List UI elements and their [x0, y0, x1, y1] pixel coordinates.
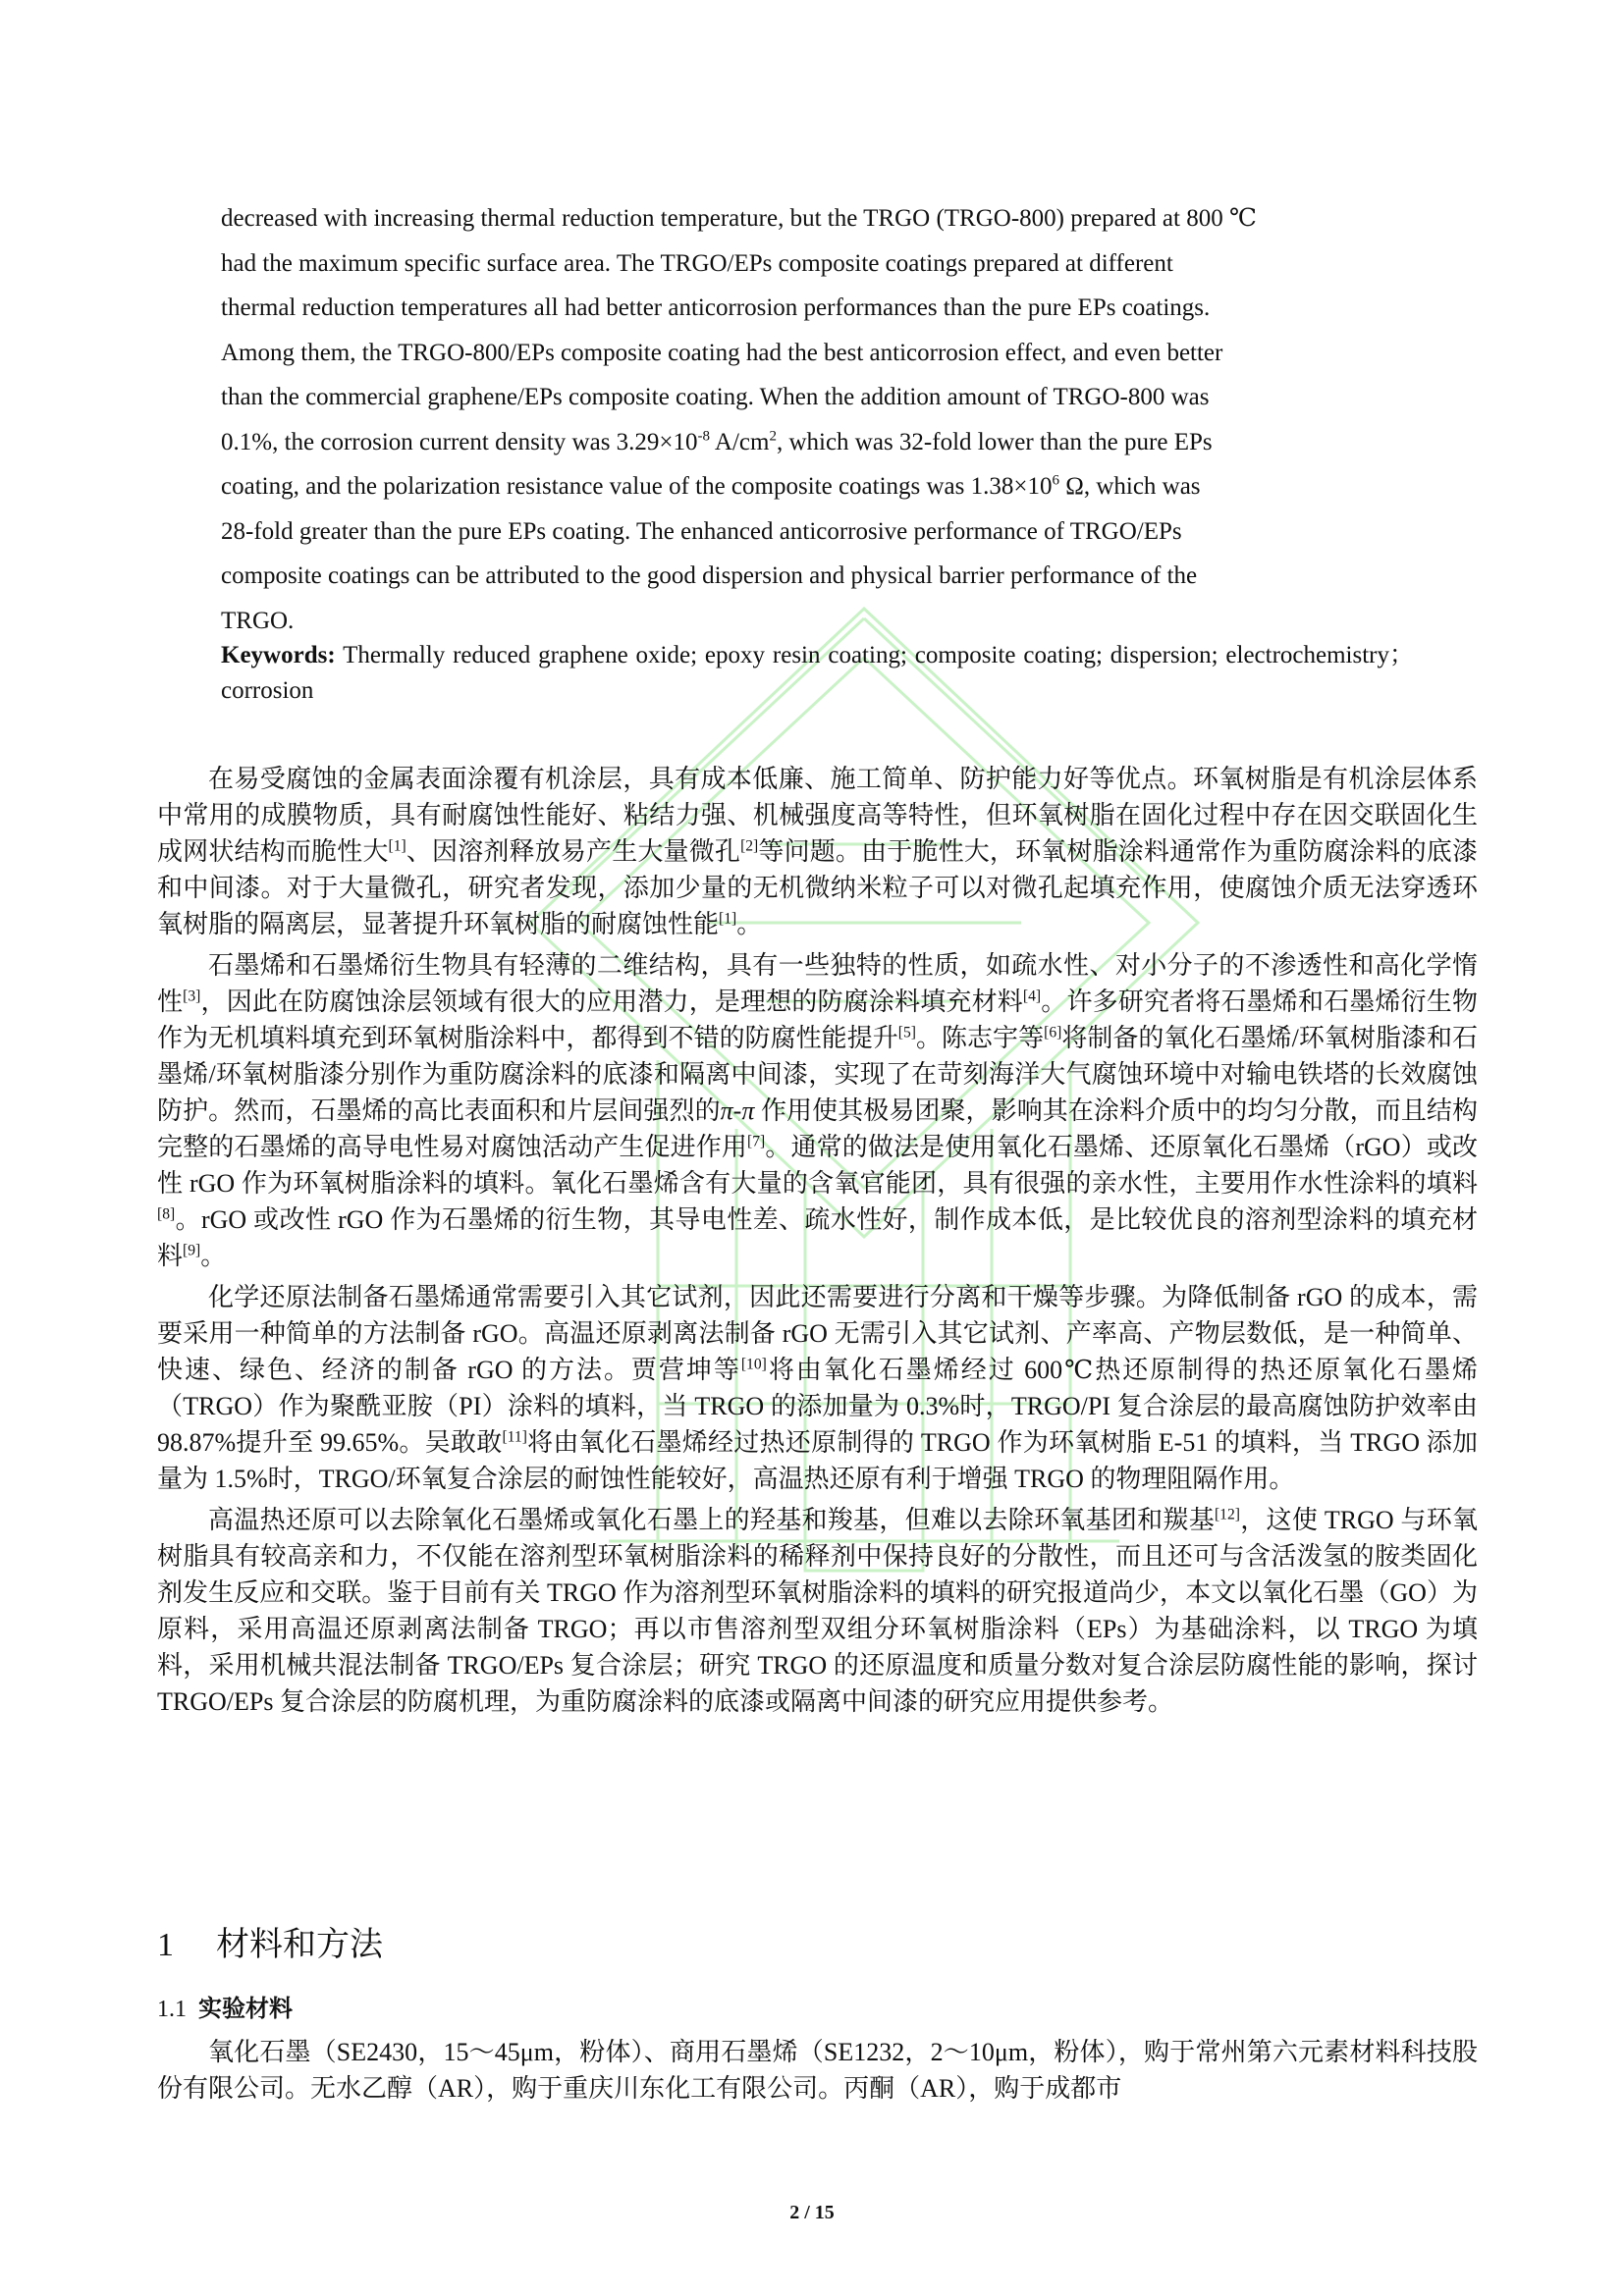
abstract-line: composite coatings can be attributed to the good dispersion and physical barrier performance of the — [221, 562, 1198, 589]
abstract-continuation — [221, 196, 1414, 643]
citation: [8] — [157, 1205, 176, 1223]
citation: [5] — [897, 1024, 916, 1041]
citation: [2] — [740, 837, 759, 855]
section-number: 1 — [157, 1927, 174, 1963]
citation: [6] — [1044, 1024, 1062, 1041]
section-heading-1 — [157, 1924, 383, 1967]
abstract-line: decreased with increasing thermal reduction temperature, but the TRGO (TRGO-800) prepared at 800 ℃ — [221, 205, 1257, 232]
abstract-line: than the commercial graphene/EPs composite coating. When the addition amount of TRGO-800 was — [221, 384, 1210, 410]
citation: [9] — [183, 1242, 201, 1259]
abstract-line: thermal reduction temperatures all had better anticorrosion performances than the pure EPs coatings. — [221, 294, 1211, 321]
abstract-line: 28-fold greater than the pure EPs coating. The enhanced anticorrosive performance of TRGO/EPs — [221, 517, 1182, 545]
citation: [4] — [1022, 988, 1042, 1005]
keywords-text: Thermally reduced graphene oxide; epoxy resin coating; composite coating; dispersion; electrochemistry；corrosion — [221, 642, 1414, 704]
citation: [1] — [719, 910, 737, 928]
subsection-number: 1.1 — [157, 1997, 187, 2022]
subsection-title: 实验材料 — [198, 1997, 293, 2022]
page-number: 2 / 15 — [789, 2202, 835, 2223]
abstract-line: Among them, the TRGO-800/EPs composite coating had the best anticorrosion effect, and even better — [221, 339, 1223, 366]
paragraph-intro-1: 在易受腐蚀的金属表面涂覆有机涂层，具有成本低廉、施工简单、防护能力好等优点。环氧树脂是有机涂层体系中常用的成膜物质，具有耐腐蚀性能好、粘结力强、机械强度高等特性，但环氧树脂在固化过程中存在因交联固化生成网状结构而脆性大[1]、因溶剂释放易产生大量微孔[2]等问题。由于脆性大，环氧树脂涂料通常作为重防腐涂料的底漆和中间漆。对于大量微孔，研究者发现，添加少量的无机微纳米粒子可以对微孔起填充作用，使腐蚀介质无法穿透环氧树脂的隔离层，显著提升环氧树脂的耐腐蚀性能[1]。 — [157, 765, 1478, 938]
citation: [12] — [1214, 1506, 1240, 1523]
paragraph-materials: 氧化石墨（SE2430，15～45μm，粉体）、商用石墨烯（SE1232，2～10μm，粉体），购于常州第六元素材料科技股份有限公司。无水乙醇（AR），购于重庆川东化工有限公司。丙酮（AR），购于成都市 — [157, 2038, 1478, 2103]
citation: [11] — [502, 1428, 527, 1446]
citation: [3] — [183, 988, 201, 1005]
introduction-body — [157, 761, 1478, 1725]
abstract-line: had the maximum specific surface area. The TRGO/EPs composite coatings prepared at different — [221, 249, 1173, 277]
citation: [1] — [388, 837, 406, 855]
citation: [7] — [747, 1133, 766, 1150]
citation: [10] — [740, 1356, 767, 1373]
abstract-line: TRGO. — [221, 607, 295, 634]
abstract-line: 0.1%, the corrosion current density was $3.29\times 10^{-8}$ $A/cm^2$, which was 32-fold lower than the pure EPs — [221, 428, 1213, 455]
subsection-heading-1-1 — [157, 1993, 293, 2026]
paragraph-intro-2: 石墨烯和石墨烯衍生物具有轻薄的二维结构，具有一些独特的性质，如疏水性、对小分子的不渗透性和高化学惰性[3]，因此在防腐蚀涂层领域有很大的应用潜力，是理想的防腐涂料填充材料[4]。许多研究者将石墨烯和石墨烯衍生物作为无机填料填充到环氧树脂涂料中，都得到不错的防腐性能提升[5]。陈志宇等[6]将制备的氧化石墨烯/环氧树脂漆和石墨烯/环氧树脂漆分别作为重防腐涂料的底漆和隔离中间漆，实现了在苛刻海洋大气腐蚀环境中对输电铁塔的长效腐蚀防护。然而，石墨烯的高比表面积和片层间强烈的π-π 作用使其极易团聚，影响其在涂料介质中的均匀分散，而且结构完整的石墨烯的高导电性易对腐蚀活动产生促进作用[7]。通常的做法是使用氧化石墨烯、还原氧化石墨烯（rGO）或改性 rGO 作为环氧树脂涂料的填料。氧化石墨烯含有大量的含氧官能团，具有很强的亲水性，主要用作水性涂料的填料[8]。rGO 或改性 rGO 作为石墨烯的衍生物，其导电性差、疏水性好，制作成本低，是比较优良的溶剂型涂料的填充材料[9]。 — [157, 951, 1478, 1270]
paragraph-intro-3: 化学还原法制备石墨烯通常需要引入其它试剂，因此还需要进行分离和干燥等步骤。为降低制备 rGO 的成本，需要采用一种简单的方法制备 rGO。高温还原剥离法制备 rGO 无需引入其它试剂、产率高、产物层数低，是一种简单、快速、绿色、经济的制备 rGO 的方法。贾营坤等[10]将由氧化石墨烯经过 600℃热还原制得的热还原氧化石墨烯（TRGO）作为聚酰亚胺（PI）涂料的填料，当 TRGO 的添加量为 0.3%时，TRGO/PI 复合涂层的最高腐蚀防护效率由 98.87%提升至 99.65%。吴敢敢[11]将由氧化石墨烯经过热还原制得的 TRGO 作为环氧树脂 E-51 的填料，当 TRGO 添加量为 1.5%时，TRGO/环氧复合涂层的耐蚀性能较好，高温热还原有利于增强 TRGO 的物理阻隔作用。 — [157, 1283, 1479, 1493]
paragraph-intro-4: 高温热还原可以去除氧化石墨烯或氧化石墨上的羟基和羧基，但难以去除环氧基团和羰基[12]，这使 TRGO 与环氧树脂具有较高亲和力，不仅能在溶剂型环氧树脂涂料的稀释剂中保持良好的分散性，而且还可与含活泼氢的胺类固化剂发生反应和交联。鉴于目前有关 TRGO 作为溶剂型环氧树脂涂料的填料的研究报道尚少，本文以氧化石墨（GO）为原料，采用高温还原剥离法制备 TRGO；再以市售溶剂型双组分环氧树脂涂料（EPs）为基础涂料，以 TRGO 为填料，采用机械共混法制备 TRGO/EPs 复合涂层；研究 TRGO 的还原温度和质量分数对复合涂层防腐性能的影响，探讨 TRGO/EPs 复合涂层的防腐机理，为重防腐涂料的底漆或隔离中间漆的研究应用提供参考。 — [157, 1506, 1478, 1716]
keywords — [221, 638, 1414, 709]
section-title: 材料和方法 — [216, 1927, 383, 1963]
abstract-line: coating, and the polarization resistance value of the composite coatings was $1.38\times 10^6$ Ω, which was — [221, 472, 1201, 500]
keywords-label: Keywords: — [221, 642, 336, 668]
